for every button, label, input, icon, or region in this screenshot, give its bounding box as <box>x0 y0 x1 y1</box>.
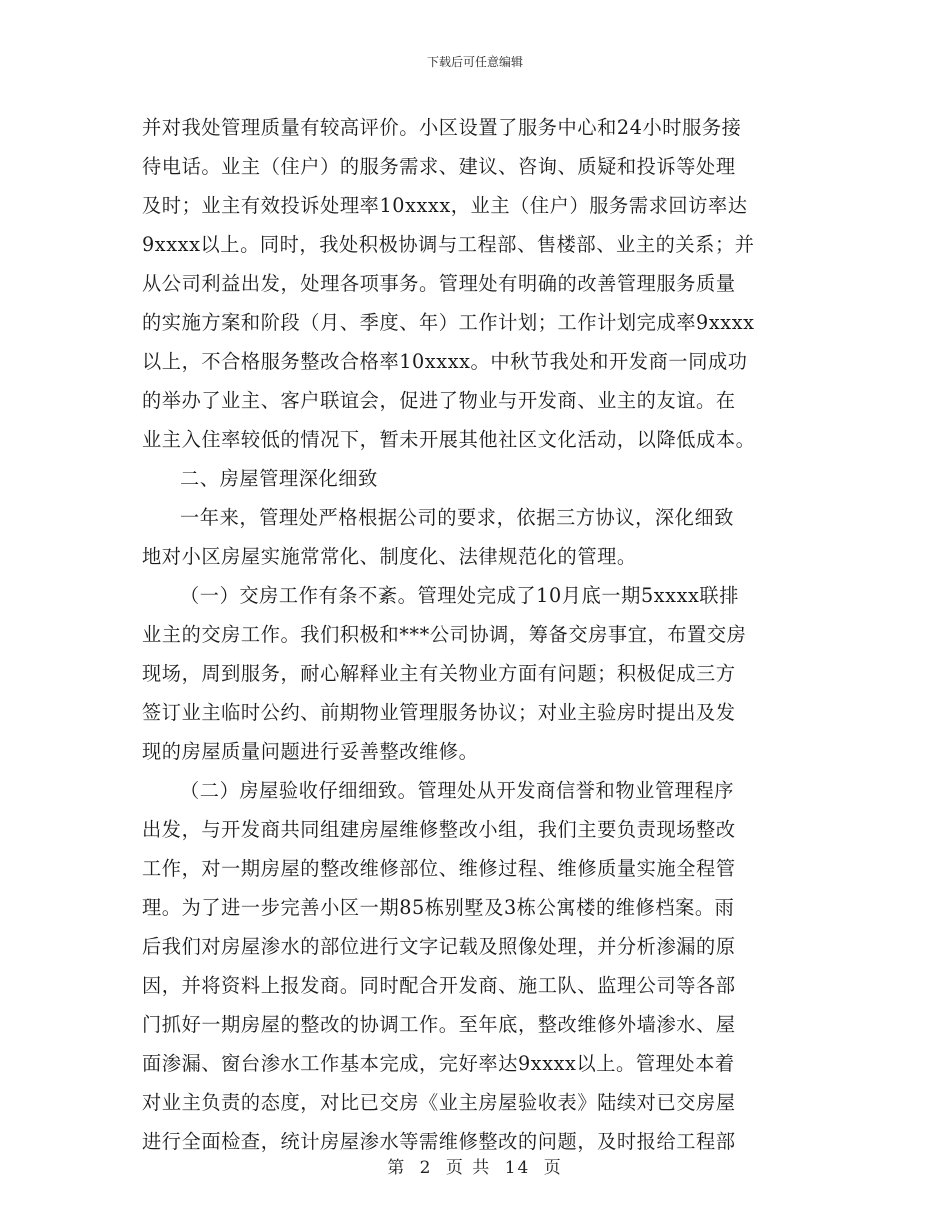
text-line: 的实施方案和阶段（月、季度、年）工作计划；工作计划完成率9xxxx <box>142 311 755 334</box>
text-line: （二）房屋验收仔细细致。管理处从开发商信誉和物业管理程序 <box>180 779 735 802</box>
footer-page-number: 2 <box>419 1158 433 1178</box>
text-line: 业主入住率较低的情况下，暂未开展其他社区文化活动，以降低成本。 <box>142 428 756 451</box>
footer-suffix: 页 <box>543 1158 563 1178</box>
text-line: 因，并将资料上报发商。同时配合开发商、施工队、监理公司等各部 <box>142 974 736 997</box>
text-line: 工作，对一期房屋的整改维修部位、维修过程、维修质量实施全程管 <box>142 857 736 880</box>
footer-mid: 页 共 <box>445 1158 492 1178</box>
page-footer <box>0 1153 950 1178</box>
text-line: 9xxxx以上。同时，我处积极协调与工程部、售楼部、业主的关系；并 <box>142 233 755 256</box>
footer-total-pages: 14 <box>504 1158 531 1178</box>
text-line: 进行全面检查，统计房屋渗水等需维修整改的问题，及时报给工程部 <box>142 1130 736 1153</box>
text-line: 并对我处管理质量有较高评价。小区设置了服务中心和24小时服务接 <box>142 116 742 139</box>
text-line: 一年来，管理处严格根据公司的要求，依据三方协议，深化细致 <box>180 506 735 529</box>
text-line: 业主的交房工作。我们积极和***公司协调，筹备交房事宜，布置交房 <box>142 623 747 646</box>
text-line: 地对小区房屋实施常常化、制度化、法律规范化的管理。 <box>142 545 637 568</box>
text-line: 门抓好一期房屋的整改的协调工作。至年底，整改维修外墙渗水、屋 <box>142 1013 736 1036</box>
page-header: 下载后可任意编辑 <box>426 55 523 69</box>
text-line: 理。为了进一步完善小区一期85栋别墅及3栋公寓楼的维修档案。雨 <box>142 896 735 919</box>
text-line: 出发，与开发商共同组建房屋维修整改小组，我们主要负责现场整改 <box>142 818 736 841</box>
text-line: 从公司利益出发，处理各项事务。管理处有明确的改善管理服务质量 <box>142 272 736 295</box>
text-line: 的举办了业主、客户联谊会，促进了物业与开发商、业主的友谊。在 <box>142 389 736 412</box>
text-line: 二、房屋管理深化细致 <box>180 467 378 490</box>
text-line: 面渗漏、窗台渗水工作基本完成，完好率达9xxxx以上。管理处本着 <box>142 1052 735 1075</box>
text-line: 以上，不合格服务整改合格率10xxxx。中秋节我处和开发商一同成功 <box>142 350 748 373</box>
text-line: 现场，周到服务，耐心解释业主有关物业方面有问题；积极促成三方 <box>142 662 736 685</box>
text-line: 对业主负责的态度，对比已交房《业主房屋验收表》陆续对已交房屋 <box>142 1091 736 1114</box>
footer-prefix: 第 <box>387 1158 407 1178</box>
text-line: 及时；业主有效投诉处理率10xxxx，业主（住户）服务需求回访率达 <box>142 194 748 217</box>
text-line: 后我们对房屋渗水的部位进行文字记载及照像处理，并分析渗漏的原 <box>142 935 736 958</box>
text-line: 现的房屋质量问题进行妥善整改维修。 <box>142 740 479 763</box>
text-line: 签订业主临时公约、前期物业管理服务协议；对业主验房时提出及发 <box>142 701 736 724</box>
text-line: （一）交房工作有条不紊。管理处完成了10月底一期5xxxx联排 <box>180 584 740 607</box>
text-line: 待电话。业主（住户）的服务需求、建议、咨询、质疑和投诉等处理 <box>142 155 736 178</box>
body-text <box>142 108 814 1161</box>
